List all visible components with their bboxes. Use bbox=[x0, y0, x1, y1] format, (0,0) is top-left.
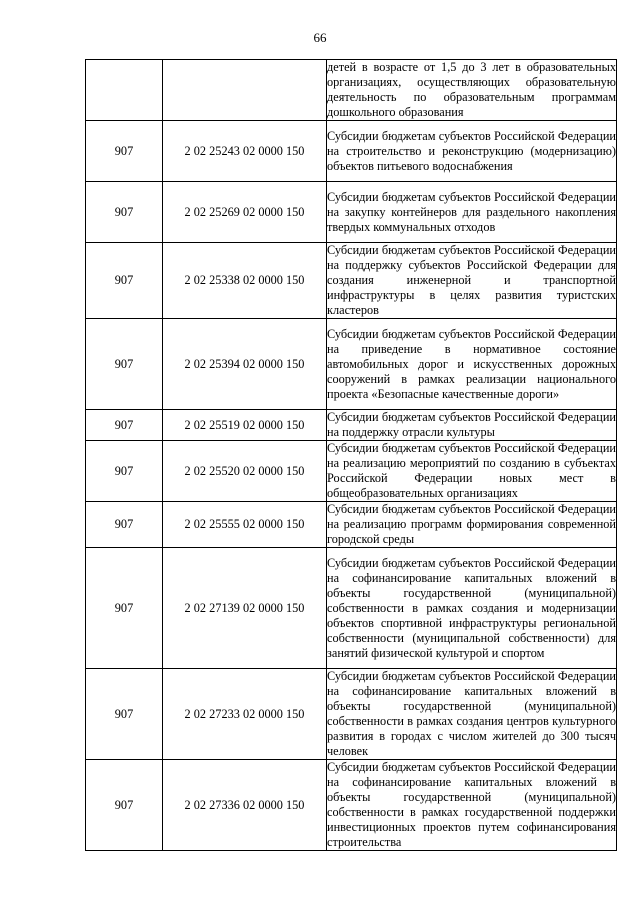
table-row bbox=[86, 548, 617, 669]
admin-code-cell: 907 bbox=[86, 548, 163, 669]
description-cell: Субсидии бюджетам субъектов Российской Федерации на софинансирование капитальных вложений в объекты государственной (муниципальной) собственности в рамках создания центров культурного развития в городах с числом жителей до 300 тысяч человек bbox=[327, 669, 616, 758]
description-cell: Субсидии бюджетам субъектов Российской Федерации на поддержку отрасли культуры bbox=[327, 410, 616, 439]
description-cell: Субсидии бюджетам субъектов Российской Федерации на реализацию мероприятий по созданию в субъектах Российской Федерации новых мест в общеобразовательных организациях bbox=[327, 441, 616, 500]
admin-code-cell: 907 bbox=[86, 410, 163, 441]
table-row bbox=[86, 669, 617, 760]
table-row bbox=[86, 243, 617, 319]
table-row bbox=[86, 60, 617, 121]
budget-code-cell: 2 02 27139 02 0000 150 bbox=[163, 548, 327, 669]
description-cell: Субсидии бюджетам субъектов Российской Федерации на реализацию программ формирования современной городской среды bbox=[327, 502, 616, 546]
table-row bbox=[86, 760, 617, 851]
admin-code-cell bbox=[86, 60, 163, 121]
description-cell: Субсидии бюджетам субъектов Российской Федерации на строительство и реконструкцию (модернизацию) объектов питьевого водоснабжения bbox=[327, 121, 617, 182]
budget-code-cell: 2 02 25269 02 0000 150 bbox=[163, 182, 327, 243]
admin-code-cell: 907 bbox=[86, 441, 163, 502]
description-cell: Субсидии бюджетам субъектов Российской Федерации на поддержку субъектов Российской Федерации для создания инженерной и транспортной инфраструктуры в целях развития туристских кластеров bbox=[327, 243, 616, 317]
admin-code-cell: 907 bbox=[86, 121, 163, 182]
page-number: 66 bbox=[313, 30, 327, 45]
table-row bbox=[86, 441, 617, 502]
admin-code-cell: 907 bbox=[86, 243, 163, 319]
table-row bbox=[86, 182, 617, 243]
budget-code-cell: 2 02 25555 02 0000 150 bbox=[163, 502, 327, 548]
description-cell: Субсидии бюджетам субъектов Российской Федерации на закупку контейнеров для раздельного накопления твердых коммунальных отходов bbox=[327, 182, 617, 243]
budget-code-cell: 2 02 25519 02 0000 150 bbox=[163, 410, 327, 441]
admin-code-cell: 907 bbox=[86, 319, 163, 410]
table-row bbox=[86, 319, 617, 410]
budget-code-cell: 2 02 25243 02 0000 150 bbox=[163, 121, 327, 182]
description-cell: Субсидии бюджетам субъектов Российской Федерации на приведение в нормативное состояние автомобильных дорог и искусственных дорожных сооружений в рамках реализации национального проекта «Безопасные качественные дороги» bbox=[327, 319, 617, 410]
description-cell: Субсидии бюджетам субъектов Российской Федерации на софинансирование капитальных вложений в объекты государственной (муниципальной) собственности в рамках создания и модернизации объектов спортивной инфраструктуры региональной собственности (муниципальной собственности) для занятий физической культурой и спортом bbox=[327, 548, 617, 669]
admin-code-cell: 907 bbox=[86, 760, 163, 851]
admin-code-cell: 907 bbox=[86, 182, 163, 243]
description-cell: Субсидии бюджетам субъектов Российской Федерации на софинансирование капитальных вложений в объекты государственной (муниципальной) собственности в рамках государственной поддержки инвестиционных проектов путем софинансирования строительства bbox=[327, 760, 616, 849]
budget-code-cell: 2 02 25338 02 0000 150 bbox=[163, 243, 327, 319]
description-cell: детей в возрасте от 1,5 до 3 лет в образовательных организациях, осуществляющих образовательную деятельность по образовательным программам дошкольного образования bbox=[327, 60, 616, 119]
budget-code-cell: 2 02 25520 02 0000 150 bbox=[163, 441, 327, 502]
budget-code-cell: 2 02 25394 02 0000 150 bbox=[163, 319, 327, 410]
budget-code-cell: 2 02 27233 02 0000 150 bbox=[163, 669, 327, 760]
table-row bbox=[86, 121, 617, 182]
table-row bbox=[86, 410, 617, 441]
budget-code-cell: 2 02 27336 02 0000 150 bbox=[163, 760, 327, 851]
budget-code-cell bbox=[163, 60, 327, 121]
admin-code-cell: 907 bbox=[86, 502, 163, 548]
admin-code-cell: 907 bbox=[86, 669, 163, 760]
budget-revenue-table bbox=[85, 59, 617, 851]
table-row bbox=[86, 502, 617, 548]
